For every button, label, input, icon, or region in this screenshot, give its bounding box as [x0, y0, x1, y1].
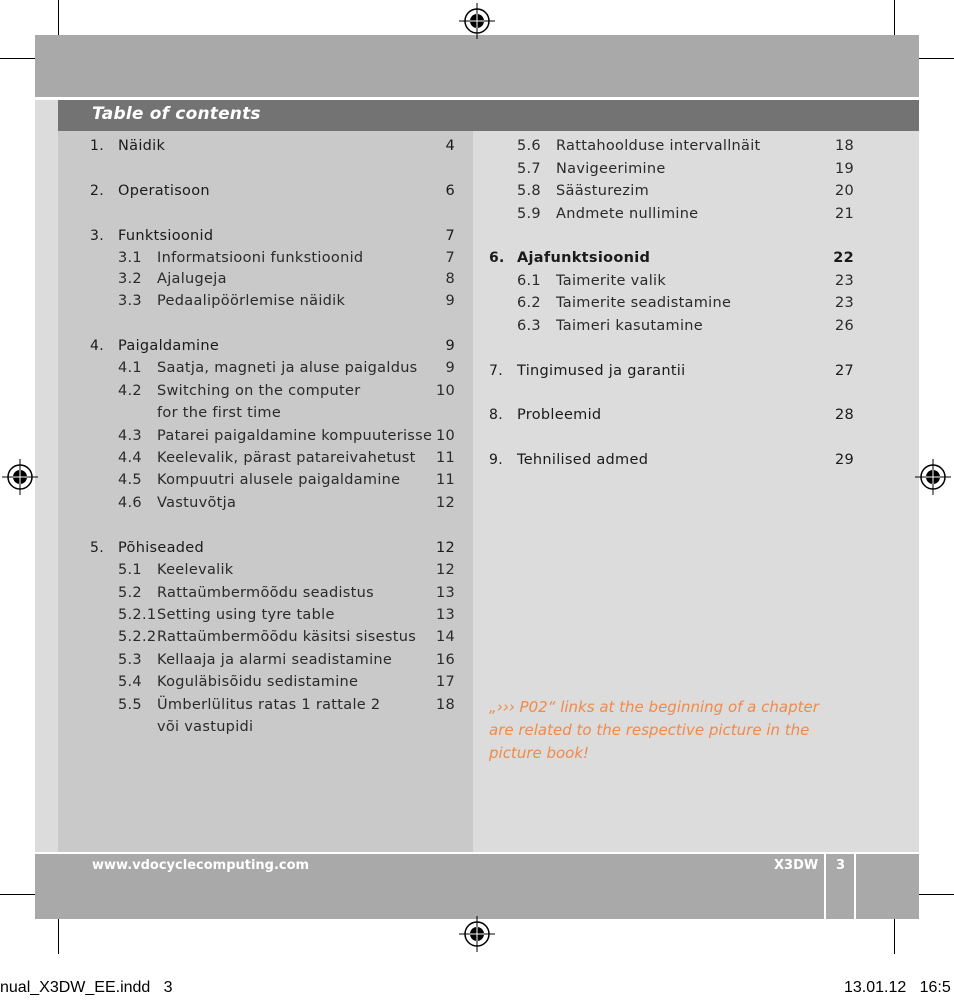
toc-entry-label: Funktsioonid	[118, 228, 214, 244]
crop-mark	[0, 894, 35, 895]
toc-entry-page: 21	[834, 206, 854, 222]
toc-entry-number: 4.6	[118, 495, 142, 511]
crop-mark	[894, 919, 895, 954]
note-line-2: are related to the respective picture in the	[489, 721, 810, 739]
toc-entry-number: 5.1	[118, 562, 142, 578]
toc-entry-label: Rattahoolduse intervallnäit	[556, 138, 761, 154]
toc-entry-page: 23	[834, 273, 854, 289]
toc-entry-number: 5.6	[517, 138, 541, 154]
footer-separator	[854, 854, 856, 919]
toc-entry-number: 8.	[489, 407, 503, 423]
toc-entry-number: 5.9	[517, 206, 541, 222]
toc-entry-label: Paigaldamine	[118, 338, 220, 354]
footer-url[interactable]: www.vdocyclecomputing.com	[92, 858, 310, 873]
toc-entry-page: 11	[435, 472, 455, 488]
footer-model: X3DW	[774, 858, 819, 873]
toc-entry-label: Andmete nullimine	[556, 206, 699, 222]
slug-filename: nual_X3DW_EE.indd 3	[0, 979, 173, 996]
toc-entry-number: 5.5	[118, 697, 142, 713]
registration-mark-icon	[459, 3, 495, 39]
toc-entry-label: Patarei paigaldamine kompuuterisse	[157, 428, 433, 444]
toc-entry-label: või vastupidi	[157, 719, 254, 735]
toc-entry-page: 20	[834, 183, 854, 199]
toc-entry-label: for the first time	[157, 405, 282, 421]
toc-entry-number: 4.3	[118, 428, 142, 444]
toc-entry-page: 22	[833, 250, 854, 266]
registration-mark-icon	[2, 459, 38, 495]
toc-entry-label: Probleemid	[517, 407, 602, 423]
slug-date: 13.01.12 16:5	[844, 979, 951, 996]
toc-entry-label: Säästurezim	[556, 183, 650, 199]
toc-entry-label: Informatsiooni funkstioonid	[157, 250, 364, 266]
toc-entry-page: 4	[445, 138, 455, 154]
toc-entry-number: 9.	[489, 452, 503, 468]
toc-entry-label: Ajalugeja	[157, 271, 227, 287]
toc-entry-label: Operatisoon	[118, 183, 210, 199]
toc-entry-page: 13	[435, 585, 455, 601]
toc-entry-label: Ajafunktsioonid	[517, 250, 651, 266]
toc-entry-label: Kellaaja ja alarmi seadistamine	[157, 652, 393, 668]
top-band	[35, 35, 919, 97]
toc-entry-label: Saatja, magneti ja aluse paigaldus	[157, 360, 418, 376]
toc-entry-number: 6.1	[517, 273, 541, 289]
toc-entry-page: 11	[435, 450, 455, 466]
toc-entry-page: 9	[445, 360, 455, 376]
toc-entry-page: 17	[435, 674, 455, 690]
toc-entry-label: Pedaalipöörlemise näidik	[157, 293, 346, 309]
toc-entry-number: 5.2.1	[118, 607, 157, 623]
footer-separator	[824, 854, 826, 919]
toc-entry-number: 4.2	[118, 383, 142, 399]
toc-entry-number: 1.	[90, 138, 104, 154]
toc-entry-label: Keelevalik, pärast patareivahetust	[157, 450, 416, 466]
left-margin-strip	[35, 131, 58, 853]
toc-entry-label: Tingimused ja garantii	[517, 363, 686, 379]
toc-entry-label: Ümberlülitus ratas 1 rattale 2	[157, 697, 381, 713]
toc-entry-page: 14	[435, 629, 455, 645]
toc-entry-page: 18	[834, 138, 854, 154]
toc-entry-label: Põhiseaded	[118, 540, 205, 556]
toc-entry-page: 23	[834, 295, 854, 311]
toc-entry-label: Keelevalik	[157, 562, 234, 578]
toc-entry-label: Kompuutri alusele paigaldamine	[157, 472, 401, 488]
crop-mark	[0, 58, 35, 59]
toc-entry-page: 10	[435, 383, 455, 399]
toc-entry-page: 9	[445, 293, 455, 309]
toc-entry-page: 12	[435, 495, 455, 511]
toc-entry-number: 6.	[489, 250, 505, 266]
footer-page-number: 3	[836, 858, 846, 873]
toc-entry-page: 12	[435, 540, 455, 556]
toc-entry-label: Rattaümbermõõdu käsitsi sisestus	[157, 629, 417, 645]
toc-entry-number: 4.4	[118, 450, 142, 466]
toc-entry-number: 7.	[489, 363, 503, 379]
crop-mark	[894, 0, 895, 35]
toc-entry-page: 9	[445, 338, 455, 354]
toc-entry-number: 5.3	[118, 652, 142, 668]
toc-entry-number: 5.2.2	[118, 629, 157, 645]
toc-entry-number: 5.8	[517, 183, 541, 199]
toc-entry-number: 5.	[90, 540, 104, 556]
toc-entry-page: 13	[435, 607, 455, 623]
toc-entry-number: 4.1	[118, 360, 142, 376]
toc-entry-number: 5.4	[118, 674, 142, 690]
toc-entry-label: Koguläbisõidu sedistamine	[157, 674, 359, 690]
toc-entry-label: Taimerite seadistamine	[556, 295, 732, 311]
toc-entry-label: Navigeerimine	[556, 161, 666, 177]
toc-entry-page: 28	[834, 407, 854, 423]
note-line-3: picture book!	[489, 744, 590, 762]
toc-entry-page: 29	[834, 452, 854, 468]
toc-entry-page: 7	[445, 250, 455, 266]
toc-entry-label: Switching on the computer	[157, 383, 361, 399]
toc-entry-page: 8	[445, 271, 455, 287]
toc-entry-number: 3.	[90, 228, 104, 244]
toc-entry-page: 19	[834, 161, 854, 177]
note-line-1: „››› P02“ links at the beginning of a chapter	[489, 698, 819, 716]
page-title: Table of contents	[92, 104, 261, 124]
toc-entry-page: 16	[435, 652, 455, 668]
toc-entry-number: 5.2	[118, 585, 142, 601]
toc-entry-number: 3.2	[118, 271, 142, 287]
toc-entry-label: Setting using tyre table	[157, 607, 335, 623]
registration-mark-icon	[459, 916, 495, 952]
toc-entry-page: 12	[435, 562, 455, 578]
crop-mark	[919, 58, 954, 59]
toc-entry-label: Rattaümbermõõdu seadistus	[157, 585, 374, 601]
toc-entry-page: 7	[445, 228, 455, 244]
toc-entry-label: Vastuvõtja	[157, 495, 237, 511]
toc-entry-page: 10	[435, 428, 455, 444]
toc-entry-number: 4.5	[118, 472, 142, 488]
crop-mark	[58, 0, 59, 35]
toc-entry-label: Taimerite valik	[556, 273, 667, 289]
picture-book-note	[489, 696, 829, 765]
registration-mark-icon	[915, 459, 951, 495]
toc-entry-number: 3.1	[118, 250, 142, 266]
toc-entry-page: 27	[834, 363, 854, 379]
toc-entry-label: Taimeri kasutamine	[556, 318, 704, 334]
toc-entry-label: Tehnilised admed	[517, 452, 649, 468]
toc-entry-number: 6.2	[517, 295, 541, 311]
toc-entry-number: 2.	[90, 183, 104, 199]
toc-entry-page: 18	[435, 697, 455, 713]
toc-entry-number: 3.3	[118, 293, 142, 309]
toc-entry-label: Näidik	[118, 138, 166, 154]
toc-entry-number: 6.3	[517, 318, 541, 334]
crop-mark	[919, 894, 954, 895]
toc-entry-number: 4.	[90, 338, 104, 354]
toc-entry-page: 6	[445, 183, 455, 199]
toc-entry-number: 5.7	[517, 161, 541, 177]
toc-entry-page: 26	[834, 318, 854, 334]
crop-mark	[58, 919, 59, 954]
